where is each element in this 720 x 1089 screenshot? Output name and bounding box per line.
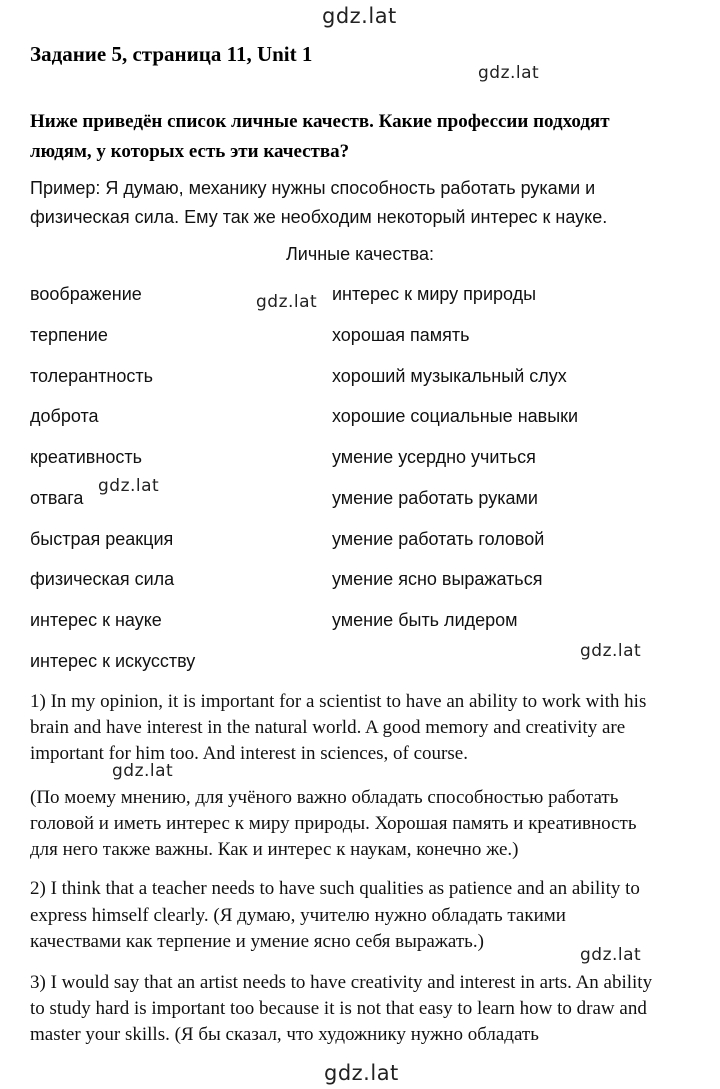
watermark: gdz.lat: [256, 292, 318, 312]
example-line: физическая сила. Ему так же необходим некоторый интерес к науке.: [30, 207, 608, 227]
answer-line: 1) In my opinion, it is important for a scientist to have an ability to work with his: [30, 691, 647, 712]
qualities-heading: Личные качества:: [285, 244, 435, 264]
watermark: gdz.lat: [112, 761, 174, 781]
quality-item: быстрая реакция: [30, 529, 174, 549]
quality-item: доброта: [30, 406, 99, 426]
example-paragraph: [30, 174, 710, 232]
quality-item: толерантность: [30, 366, 153, 386]
page-title: Задание 5, страница 11, Unit 1: [30, 42, 313, 66]
quality-item: умение быть лидером: [332, 610, 518, 630]
quality-item: воображение: [30, 284, 142, 304]
quality-item: умение усердно учиться: [332, 447, 536, 467]
quality-item: умение работать головой: [332, 529, 545, 549]
quality-item: умение ясно выражаться: [332, 569, 543, 589]
quality-item: хорошие социальные навыки: [332, 406, 579, 426]
answer-line: to study hard is important too because it is not that easy to learn how to draw and: [30, 998, 647, 1019]
quality-item: интерес к науке: [30, 610, 162, 630]
task-line: людям, у которых есть эти качества?: [30, 141, 350, 162]
answer-translation-line: (По моему мнению, для учёного важно обладать способностью работать: [30, 787, 619, 808]
quality-item: отвага: [30, 488, 84, 508]
quality-item: хорошая память: [332, 325, 470, 345]
task-instruction: [30, 107, 690, 167]
quality-item: креативность: [30, 447, 142, 467]
answer-translation-line: для него также важны. Как и интерес к наукам, конечно же.): [30, 839, 519, 860]
answer-translation-line: головой и иметь интерес к миру природы. Хорошая память и креативность: [30, 813, 637, 834]
quality-item: умение работать руками: [332, 488, 538, 508]
answer-line: 2) I think that a teacher needs to have such qualities as patience and an ability to: [30, 878, 640, 899]
quality-item: терпение: [30, 325, 108, 345]
watermark: gdz.lat: [580, 641, 642, 661]
answer-line: качествами как терпение и умение ясно себя выражать.): [30, 931, 484, 952]
quality-item: физическая сила: [30, 569, 175, 589]
watermark: gdz.lat: [98, 476, 160, 496]
quality-item: хороший музыкальный слух: [332, 366, 567, 386]
quality-item: интерес к искусству: [30, 651, 196, 671]
answer-line: express himself clearly. (Я думаю, учителю нужно обладать такими: [30, 905, 566, 926]
answer-line: 3) I would say that an artist needs to have creativity and interest in arts. An ability: [30, 972, 653, 993]
quality-item: интерес к миру природы: [332, 284, 537, 304]
example-line: Пример: Я думаю, механику нужны способность работать руками и: [30, 178, 596, 198]
answer-line: master your skills. (Я бы сказал, что художнику нужно обладать: [30, 1024, 539, 1045]
answer-line: brain and have interest in the natural world. A good memory and creativity are: [30, 717, 626, 738]
answer-line: important for him too. And interest in sciences, of course.: [30, 743, 468, 764]
watermark: gdz.lat: [478, 63, 540, 83]
watermark: gdz.lat: [580, 945, 642, 965]
task-line: Ниже приведён список личные качеств. Какие профессии подходят: [30, 111, 610, 132]
watermark: gdz.lat: [322, 4, 397, 28]
watermark: gdz.lat: [324, 1061, 399, 1085]
